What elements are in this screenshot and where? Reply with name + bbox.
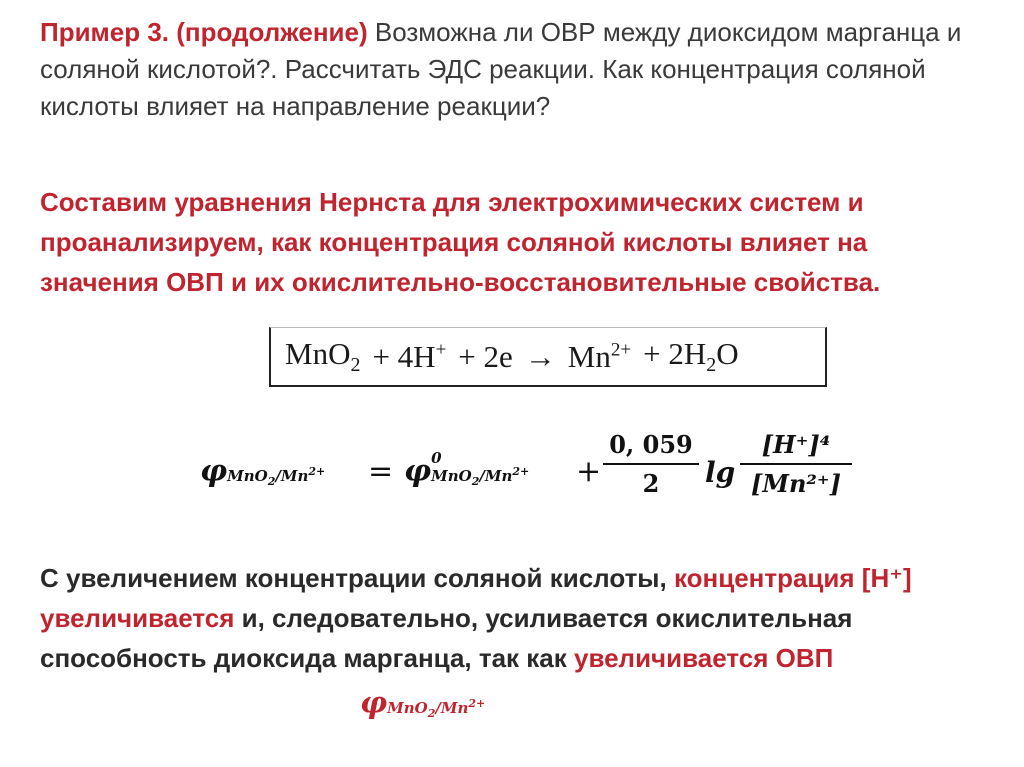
equals-sign: = [368,454,394,489]
reaction-arrow: → [524,338,556,374]
inline-phi-symbol: $\varphi MnO_2/Mn^{2+}$ [360,686,486,721]
ratio-numerator: [H⁺]⁴ [761,430,831,459]
water-term: + $2H_2O$ [643,335,739,377]
coefficient-fraction [603,430,699,498]
phi-lhs: $\varphi MnO_2/Mn^{2+}$ [200,454,326,489]
lg-operator: lg [705,456,736,489]
example-title-lead: Пример 3. (продолжение) [40,17,368,47]
ratio-denominator: [Mn²⁺] [751,469,841,498]
h-ion-term: + 4H+ [372,338,447,374]
nernst-equation [200,418,860,528]
plus-sign: + [576,454,602,489]
coefficient-numerator: 0, 059 [609,430,693,459]
example-title [40,14,984,125]
conclusion-highlight-1: концентрация [H⁺] увеличивается [40,563,912,633]
conclusion-part-3: и, следовательно, усиливается окислительная способность диоксида марганца, так как [40,603,853,673]
phi-standard: φ 0 $MnO_2/Mn^{2+}$ [404,449,530,489]
conclusion-part-1: С увеличением концентрации соляной кислоты, [40,563,674,593]
example-title-body: Возможна ли ОВР между диоксидом марганца и соляной кислотой?. Рассчитать ЭДС реакции. Как концентрация соляной кислоты влияет на направление реакции? [40,17,962,121]
electron-term: + 2e [458,338,513,374]
mn-ion-term: $Mn^{2+}$ [567,338,632,374]
coefficient-denominator: 2 [642,469,660,498]
conclusion-highlight-2: увеличивается ОВП [574,643,834,673]
half-reaction-equation [269,327,827,387]
concentration-ratio [740,430,852,498]
mno2-formula: MnO$_2$ [285,335,361,377]
conclusion-text [40,558,984,678]
instruction-text: Составим уравнения Нернста для электрохимических систем и проанализируем, как концентрация соляной кислоты влияет на значения ОВП и их окислительно-восстановительные свойства. [40,187,881,297]
